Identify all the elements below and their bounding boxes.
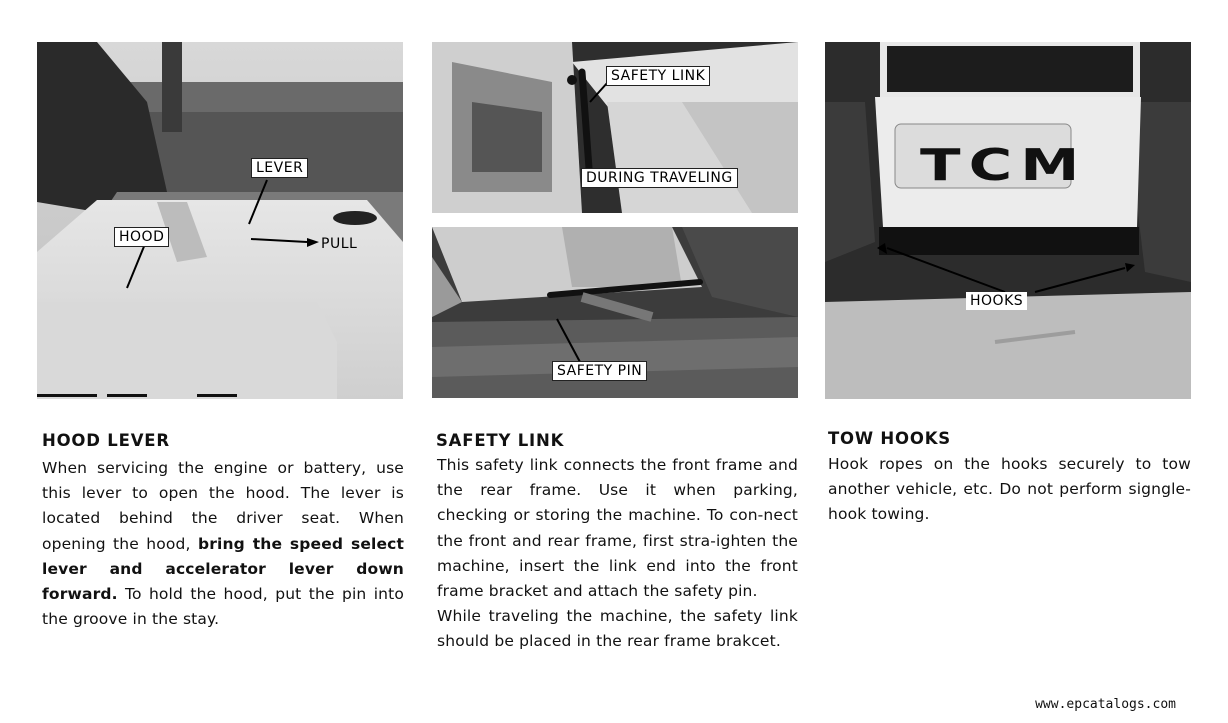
hood-lever-photo <box>37 42 403 399</box>
tow-hooks-text: Hook ropes on the hooks securely to tow another vehicle, etc. Do not perform signgle-hook towing. <box>828 455 1191 524</box>
hood-callout: HOOD <box>114 227 169 247</box>
watermark: www.epcatalogs.com <box>1035 697 1176 712</box>
tcm-logo: TCM <box>920 140 1088 191</box>
tow-hooks-photo-art <box>825 42 1191 399</box>
hood-lever-text <box>42 456 404 632</box>
safety-link-text <box>437 453 798 655</box>
hooks-callout: HOOKS <box>966 292 1027 310</box>
safety-link-callout: SAFETY LINK <box>606 66 710 86</box>
safety-link-photo <box>432 42 798 213</box>
hood-lever-text-bold: bring the speed select lever and accelerator lever down forward. <box>42 534 405 604</box>
safety-link-heading: SAFETY LINK <box>436 431 565 450</box>
hood-lever-heading: HOOD LEVER <box>42 431 170 450</box>
hood-lever-photo-art <box>37 42 403 399</box>
safety-pin-photo <box>432 227 798 398</box>
tow-hooks-heading: TOW HOOKS <box>828 429 951 448</box>
hood-lever-text-1: When servicing the engine or battery, use this lever to open the hood. The lever is located behind the driver seat. When opening the hood, <box>42 459 404 553</box>
during-traveling-callout: DURING TRAVELING <box>581 168 738 188</box>
tow-hooks-photo <box>825 42 1191 399</box>
safety-link-para-1: This safety link connects the front frame and the rear frame. Use it when parking, checking or storing the machine. To con-nect the front and rear frame, first stra-ighten the machine, insert the link end into the front frame bracket and attach the safety pin. <box>437 456 798 601</box>
hood-lever-text-2: To hold the hood, put the pin into the groove in the stay. <box>42 585 404 629</box>
lever-callout: LEVER <box>251 158 308 178</box>
safety-link-para-2: While traveling the machine, the safety link should be placed in the rear frame brakcet. <box>437 607 798 651</box>
safety-pin-callout: SAFETY PIN <box>552 361 647 381</box>
pull-callout: PULL <box>321 236 358 252</box>
